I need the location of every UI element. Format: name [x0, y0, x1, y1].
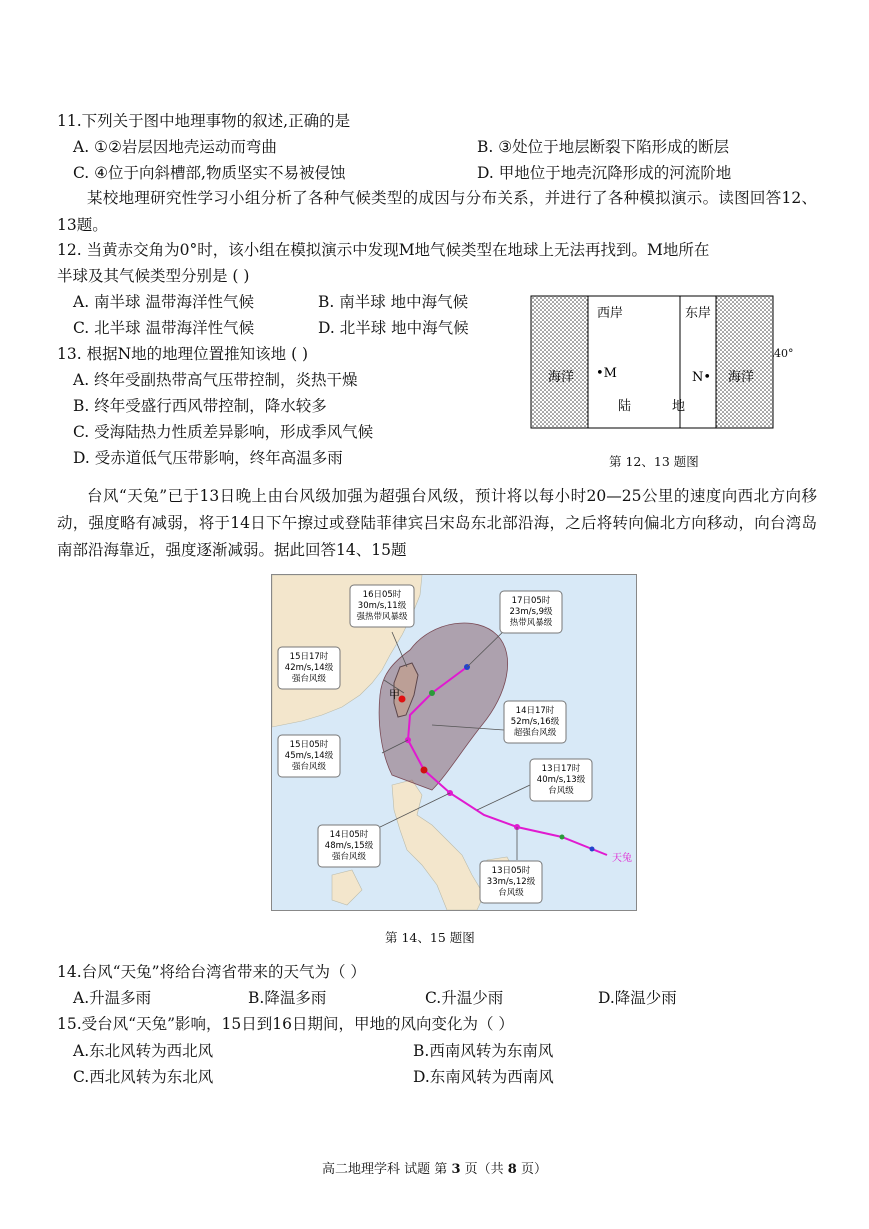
svg-text:40m/s,13级: 40m/s,13级 — [536, 775, 586, 785]
svg-text:16日05时: 16日05时 — [362, 590, 402, 600]
point-m-label: •M — [596, 366, 617, 381]
svg-text:热带风暴级: 热带风暴级 — [509, 618, 553, 628]
q13-option-d: D. 受赤道低气压带影响，终年高温多雨 — [73, 449, 343, 467]
svg-text:17日05时: 17日05时 — [511, 596, 551, 606]
ocean-left-area — [531, 296, 588, 428]
q14-stem: 14.台风“天兔”将给台湾省带来的天气为（ ） — [57, 963, 366, 981]
q13-option-a: A. 终年受副热带高气压带控制，炎热干燥 — [73, 371, 358, 389]
intro-12-13: 某校地理研究性学习小组分析了各种气候类型的成因与分布关系，并进行了各种模拟演示。读图回答12、13题。 — [57, 189, 817, 234]
q14-option-d: D.降温少雨 — [598, 989, 677, 1007]
q11-option-c: C. ④位于向斜槽部,物质坚实不易被侵蚀 — [73, 164, 346, 182]
east-coast-label: 东岸 — [685, 306, 712, 321]
info-box-13-17 — [530, 759, 592, 801]
q11-option-b: B. ③处位于地层断裂下陷形成的断层 — [477, 138, 730, 156]
page-total: 8 — [507, 1162, 517, 1177]
point-n-label: N• — [692, 370, 712, 385]
land-label-2: 地 — [672, 399, 686, 414]
ocean-right-label: 海洋 — [728, 370, 755, 385]
q15-option-d: D.东南风转为西南风 — [413, 1068, 554, 1086]
q13-option-c: C. 受海陆热力性质差异影响，形成季风气候 — [73, 423, 374, 441]
q14-option-b: B.降温多雨 — [248, 989, 327, 1007]
continent-diagram — [530, 295, 774, 429]
q11-option-d: D. 甲地位于地壳沉降形成的河流阶地 — [477, 164, 732, 182]
svg-text:30m/s,11级: 30m/s,11级 — [357, 601, 407, 611]
info-box-16-05 — [350, 585, 414, 627]
info-box-14-05 — [318, 825, 380, 867]
svg-text:强台风级: 强台风级 — [331, 852, 367, 862]
svg-text:强热带风暴级: 强热带风暴级 — [356, 612, 408, 622]
q14-option-c: C.升温少雨 — [425, 989, 504, 1007]
svg-text:强台风级: 强台风级 — [291, 674, 327, 684]
west-coast-label: 西岸 — [597, 306, 624, 321]
info-box-13-05 — [480, 861, 542, 903]
q12-stem-1: 12. 当黄赤交角为0°时，该小组在模拟演示中发现M地气候类型在地球上无法再找到。M地所在 — [57, 241, 710, 259]
info-box-14-17 — [504, 701, 566, 743]
q12-option-d: D. 北半球 地中海气候 — [318, 319, 469, 337]
svg-text:强台风级: 强台风级 — [291, 762, 327, 772]
svg-text:15日05时: 15日05时 — [289, 740, 329, 750]
q11-stem: 11.下列关于图中地理事物的叙述,正确的是 — [57, 112, 351, 130]
typhoon-map-svg — [272, 575, 636, 910]
q12-stem-2: 半球及其气候类型分别是 ( ) — [57, 267, 250, 285]
q14-option-a: A.升温多雨 — [73, 989, 152, 1007]
info-box-15-05 — [278, 735, 340, 777]
q12-option-b: B. 南半球 地中海气候 — [318, 293, 469, 311]
svg-text:14日05时: 14日05时 — [329, 830, 369, 840]
land-label-1: 陆 — [618, 399, 632, 414]
q12-option-c: C. 北半球 温带海洋性气候 — [73, 319, 255, 337]
svg-text:台风级: 台风级 — [498, 888, 524, 898]
q15-option-c: C.西北风转为东北风 — [73, 1068, 214, 1086]
svg-text:13日17时: 13日17时 — [541, 764, 581, 774]
figure-14-15-caption: 第 14、15 题图 — [385, 930, 475, 945]
typhoon-track-map — [271, 574, 637, 911]
svg-text:15日17时: 15日17时 — [289, 652, 329, 662]
page-footer: 高二地理学科 试题 第 3 页（共 8 页） — [322, 1162, 547, 1177]
svg-text:超强台风级: 超强台风级 — [513, 728, 557, 738]
q11-option-a: A. ①②岩层因地壳运动而弯曲 — [73, 138, 277, 156]
svg-text:45m/s,14级: 45m/s,14级 — [284, 751, 334, 761]
q15-stem: 15.受台风“天兔”影响，15日到16日期间，甲地的风向变化为（ ） — [57, 1015, 514, 1033]
svg-text:14日17时: 14日17时 — [515, 706, 555, 716]
svg-text:33m/s,12级: 33m/s,12级 — [486, 877, 536, 887]
point-jia-label: 甲 — [389, 688, 400, 701]
track-point — [429, 690, 435, 696]
q13-option-b: B. 终年受盛行西风带控制，降水较多 — [73, 397, 327, 415]
figure-12-13 — [530, 295, 794, 429]
ocean-right-area — [716, 296, 773, 428]
q15-option-a: A.东北风转为西北风 — [73, 1042, 214, 1060]
ocean-left-label: 海洋 — [548, 370, 575, 385]
info-box-17-05 — [500, 591, 562, 633]
svg-text:42m/s,14级: 42m/s,14级 — [284, 663, 334, 673]
q15-option-b: B.西南风转为东南风 — [413, 1042, 554, 1060]
svg-text:52m/s,16级: 52m/s,16级 — [510, 717, 560, 727]
info-box-15-17 — [278, 647, 340, 689]
page-number: 3 — [451, 1162, 461, 1177]
q12-option-a: A. 南半球 温带海洋性气候 — [73, 293, 254, 311]
svg-text:台风级: 台风级 — [548, 786, 574, 796]
track-point — [421, 767, 428, 774]
intro-14-15: 台风“天兔”已于13日晚上由台风级加强为超强台风级，预计将以每小时20—25公里的速度向西北方向移动，强度略有减弱，将于14日下午擦过或登陆菲律宾吕宋岛东北部沿海，之后将转向偏北方向移动，向台湾岛南部沿海靠近，强度逐渐减弱。据此回答14、15题 — [57, 487, 817, 559]
q13-stem: 13. 根据N地的地理位置推知该地 ( ) — [57, 345, 309, 363]
latitude-label: 40° — [774, 347, 794, 360]
svg-text:13日05时: 13日05时 — [491, 866, 531, 876]
svg-text:23m/s,9级: 23m/s,9级 — [509, 607, 553, 617]
typhoon-name-label: 天兔 — [612, 853, 632, 864]
svg-text:48m/s,15级: 48m/s,15级 — [324, 841, 374, 851]
figure-12-13-caption: 第 12、13 题图 — [609, 454, 699, 469]
